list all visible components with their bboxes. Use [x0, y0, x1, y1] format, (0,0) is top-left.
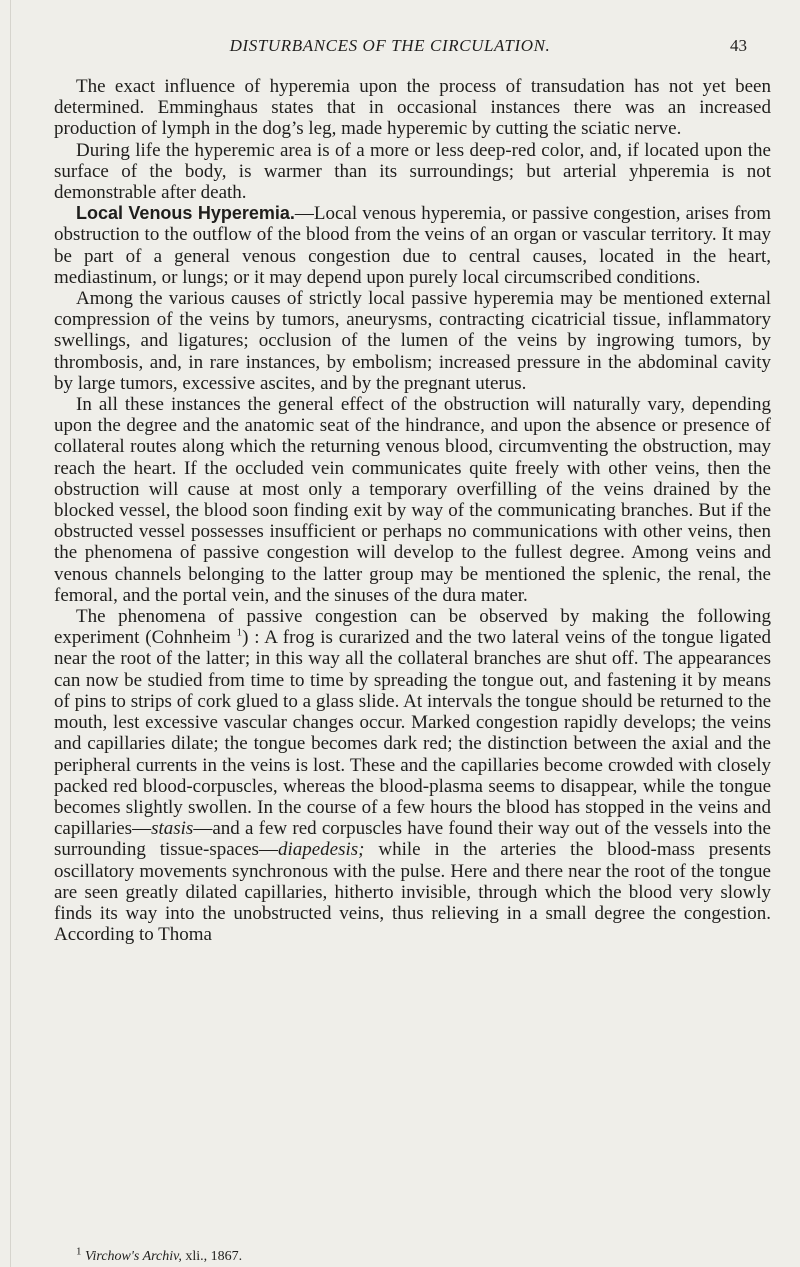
italic-term-stasis: stasis	[151, 818, 194, 840]
footnote-marker: 1	[76, 1245, 82, 1258]
running-title: DISTURBANCES OF THE CIRCULATION.	[229, 36, 551, 55]
page-edge-shadow	[10, 0, 11, 1267]
footnote-reference: 1	[236, 626, 243, 639]
paragraph-text: ) : A frog is curarized and the two lateral veins of the tongue ligated near the root of the latter; in this way all the collateral branches are shut off. The appearances can now be studied from time to time by spreading the tongue out, and fastening it by means of pins to strips of cork glued to a glass slide. At intervals the tongue should be returned to the mouth, lest excessive vascular changes occur. Marked congestion rapidly develops; the veins and capillaries dilate; the tongue becomes dark red; the distinction between the axial and the peripheral currents in the veins is lost. These and the capillaries become crowded with closely packed red blood-corpuscles, whereas the blood-plasma seems to disappear, while the tongue becomes slightly swollen. In the course of a few hours the blood has stopped in the veins and capillaries—	[54, 627, 771, 840]
paragraph-text: —Local venous hyperemia, or passive congestion, arises from obstruction to the outflow of the blood from the veins of an organ or vascular territory. It may be part of a general venous congestion due to central causes, located in the heart, mediastinum, or lungs; or it may depend upon purely local circumscribed conditions.	[54, 203, 771, 288]
paragraph-text: —and a few red corpuscles have found their way out of the vessels into the surrounding tissue-spaces—	[54, 818, 771, 861]
section-heading: Local Venous Hyperemia.	[76, 203, 295, 224]
page-number: 43	[730, 36, 747, 55]
footnote-source: Virchow's Archiv,	[85, 1249, 182, 1264]
paragraph-text: while in the arteries the blood-mass presents oscillatory movements synchronous with the pulse. Here and there near the root of the tongue are seen greatly dilated capillaries, hitherto invisible, through which the blood very slowly finds its way into the unobstructed veins, thus relieving in a small degree the congestion. According to Thoma	[54, 839, 772, 946]
body-text	[54, 76, 771, 945]
paragraph-experiment	[54, 606, 771, 945]
paragraph-effects: In all these instances the general effect of the obstruction will naturally vary, depending upon the degree and the anatomic seat of the hindrance, and upon the absence or presence of collateral routes along which the returning venous blood, circumventing the obstruction, may reach the heart. If the occluded vein communicates quite freely with other veins, then the obstruction will cause at most only a temporary overfilling of the veins drained by the blocked vessel, the blood soon finding exit by way of the communicating branches. But if the obstructed vessel possesses insufficient or perhaps no communications with other veins, then the phenomena of passive congestion will develop to the fullest degree. Among veins and venous channels belonging to the latter group may be mentioned the splenic, the renal, the femoral, and the portal vein, and the sinuses of the dura mater.	[54, 394, 771, 606]
paragraph-text: The phenomena of passive congestion can be observed by making the following experiment (Cohnheim	[54, 606, 771, 649]
italic-term-diapedesis: diapedesis;	[277, 839, 365, 861]
paragraph-local-venous-hyperemia	[54, 203, 771, 288]
paragraph-transudation: The exact influence of hyperemia upon the process of transudation has not yet been determined. Emminghaus states that in occasional instances there was an increased production of lymph in the dog’s leg, made hyperemic by cutting the sciatic nerve.	[54, 76, 771, 140]
footnote	[76, 1245, 243, 1265]
paragraph-causes: Among the various causes of strictly local passive hyperemia may be mentioned external compression of the veins by tumors, aneurysms, contracting cicatricial tissue, inflammatory swellings, and ligatures; occlusion of the lumen of the veins by ingrowing tumors, by thrombosis, and, in rare instances, by embolism; increased pressure in the abdominal cavity by large tumors, excessive ascites, and by the pregnant uterus.	[54, 288, 771, 394]
footnote-detail: xli., 1867.	[181, 1249, 243, 1264]
paragraph-hyperemic-area: During life the hyperemic area is of a more or less deep-red color, and, if located upon the surface of the body, is warmer than its surroundings; but arterial yhperemia is not demonstrable after death.	[54, 139, 771, 204]
